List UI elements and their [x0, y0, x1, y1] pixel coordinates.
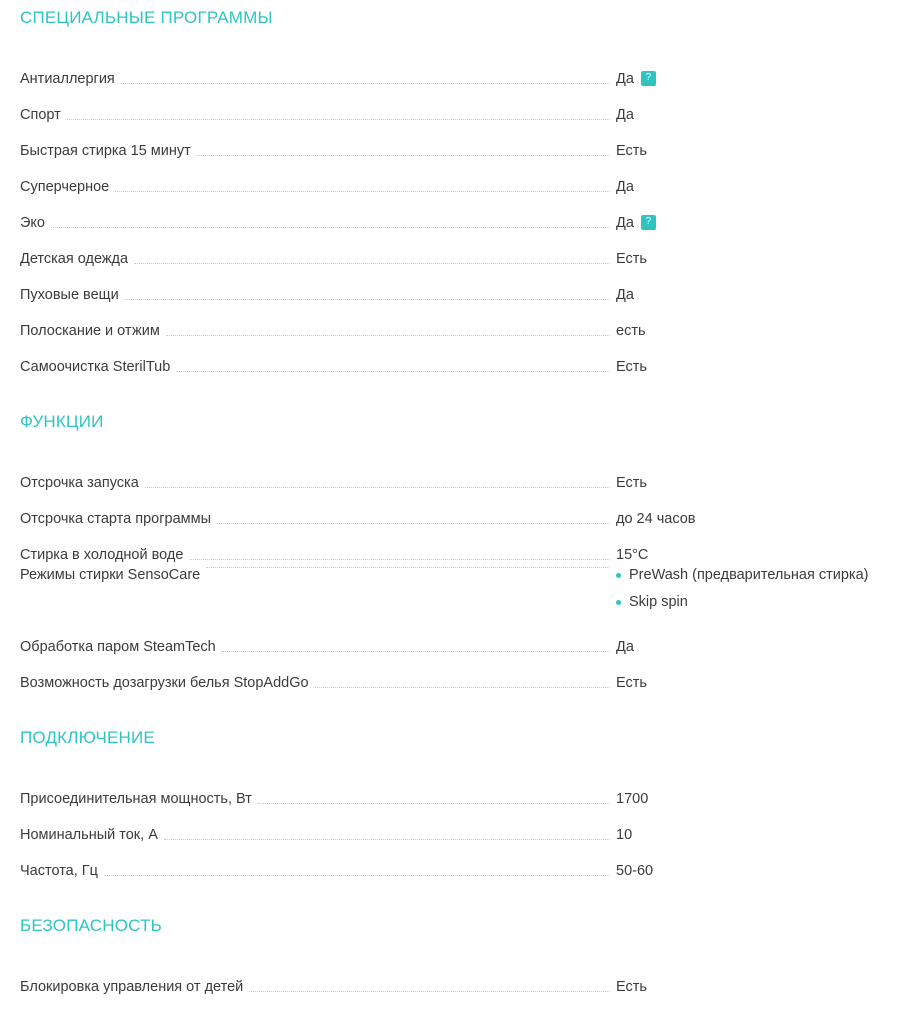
spec-row [0, 234, 916, 270]
dot-leader [249, 990, 610, 992]
dot-leader [217, 522, 610, 524]
help-icon[interactable]: ? [641, 71, 656, 86]
spec-row [0, 658, 916, 694]
spec-label: Суперчерное [20, 179, 110, 195]
spec-value [616, 70, 896, 90]
spec-row [0, 54, 916, 90]
spec-list [0, 962, 916, 998]
title-spacer [0, 432, 916, 458]
section-title: ФУНКЦИИ [20, 412, 104, 431]
spec-value [616, 178, 896, 198]
spec-row [0, 458, 916, 494]
spec-value-text: 15°C [616, 547, 649, 563]
spec-row [0, 270, 916, 306]
title-spacer [0, 936, 916, 962]
spec-value [616, 826, 896, 846]
spec-row [0, 846, 916, 882]
spec-section [0, 694, 916, 882]
dot-leader [258, 802, 610, 804]
spec-label: Отсрочка старта программы [20, 511, 211, 527]
spec-value-text: Skip spin [629, 594, 688, 610]
spec-row [0, 530, 916, 566]
spec-value [616, 510, 896, 530]
spec-list [0, 774, 916, 882]
spec-value-text: Есть [616, 675, 647, 691]
spec-value [616, 546, 896, 566]
help-icon[interactable]: ? [641, 215, 656, 230]
spec-section [0, 0, 916, 378]
spec-value-bullet-item [616, 566, 868, 584]
spec-value-text: до 24 часов [616, 511, 696, 527]
spec-value-text: Есть [616, 979, 647, 995]
dot-leader [189, 558, 610, 560]
dot-leader [206, 566, 610, 568]
spec-row [0, 566, 916, 622]
spec-value-text: Есть [616, 251, 647, 267]
spec-label: Самоочистка SterilTub [20, 359, 171, 375]
section-spacer [0, 378, 916, 412]
spec-label: Отсрочка запуска [20, 475, 139, 491]
spec-section [0, 378, 916, 694]
spec-label: Стирка в холодной воде [20, 547, 184, 563]
spec-label: Режимы стирки SensoCare [20, 567, 201, 583]
dot-leader [115, 190, 610, 192]
bullet-dot-icon [616, 600, 621, 605]
dot-leader [67, 118, 610, 120]
spec-value-text: Да [616, 179, 634, 195]
section-title: СПЕЦИАЛЬНЫЕ ПРОГРАММЫ [20, 8, 273, 27]
spec-row [0, 810, 916, 846]
spec-section [0, 882, 916, 998]
spec-value-text: Есть [616, 359, 647, 375]
spec-value [616, 638, 896, 658]
spec-value-text: Да [616, 287, 634, 303]
spec-label: Обработка паром SteamTech [20, 639, 216, 655]
dot-leader [166, 334, 610, 336]
section-spacer [0, 694, 916, 728]
spec-value-text: PreWash (предварительная стирка) [629, 567, 869, 583]
spec-row [0, 90, 916, 126]
dot-leader [176, 370, 610, 372]
spec-list [0, 458, 916, 694]
spec-value [616, 142, 896, 162]
dot-leader [125, 298, 610, 300]
spec-value [616, 358, 896, 378]
spec-row [0, 622, 916, 658]
title-spacer [0, 748, 916, 774]
spec-label: Быстрая стирка 15 минут [20, 143, 191, 159]
bullet-dot-icon [616, 573, 621, 578]
spec-row [0, 306, 916, 342]
spec-label: Спорт [20, 107, 61, 123]
spec-value [616, 790, 896, 810]
spec-label: Полоскание и отжим [20, 323, 160, 339]
spec-row [0, 162, 916, 198]
spec-value-text: Да [616, 639, 634, 655]
dot-leader [134, 262, 610, 264]
dot-leader [145, 486, 610, 488]
spec-label: Номинальный ток, А [20, 827, 158, 843]
section-title: ПОДКЛЮЧЕНИЕ [20, 728, 155, 747]
spec-value-bullet-item [616, 584, 868, 620]
spec-row [0, 126, 916, 162]
spec-value [616, 214, 896, 234]
spec-value [616, 250, 896, 270]
spec-value [616, 862, 896, 882]
dot-leader [315, 686, 610, 688]
spec-label: Блокировка управления от детей [20, 979, 244, 995]
section-spacer [0, 882, 916, 916]
spec-label: Присоединительная мощность, Вт [20, 791, 252, 807]
spec-value-text: 50-60 [616, 863, 654, 879]
spec-label: Частота, Гц [20, 863, 98, 879]
spec-row [0, 962, 916, 998]
spec-value-text: Да [616, 107, 634, 123]
spec-value-text: 10 [616, 827, 633, 843]
spec-value-text: Есть [616, 143, 647, 159]
spec-label: Антиаллергия [20, 71, 115, 87]
spec-value-text: 1700 [616, 791, 649, 807]
spec-value-text: Да [616, 215, 634, 231]
dot-leader [222, 650, 610, 652]
spec-value [616, 474, 896, 494]
spec-value-bullets [616, 566, 868, 620]
spec-label: Детская одежда [20, 251, 129, 267]
spec-row [0, 774, 916, 810]
spec-value [616, 674, 896, 694]
spec-list [0, 54, 916, 378]
title-spacer [0, 28, 916, 54]
spec-value-text: Есть [616, 475, 647, 491]
dot-leader [197, 154, 610, 156]
spec-row [0, 342, 916, 378]
spec-value [616, 322, 896, 342]
dot-leader [121, 82, 610, 84]
spec-value [616, 286, 896, 306]
dot-leader [51, 226, 610, 228]
section-title: БЕЗОПАСНОСТЬ [20, 916, 163, 935]
spec-value-text: есть [616, 323, 646, 339]
dot-leader [164, 838, 610, 840]
spec-row [0, 494, 916, 530]
spec-label: Пуховые вещи [20, 287, 119, 303]
spec-row [0, 198, 916, 234]
spec-value-text: Да [616, 71, 634, 87]
spec-value [616, 978, 896, 998]
spec-label: Возможность дозагрузки белья StopAddGo [20, 675, 309, 691]
spec-label: Эко [20, 215, 45, 231]
dot-leader [104, 874, 610, 876]
spec-value [616, 106, 896, 126]
spec-value [616, 566, 896, 622]
section-spacer [0, 0, 916, 8]
